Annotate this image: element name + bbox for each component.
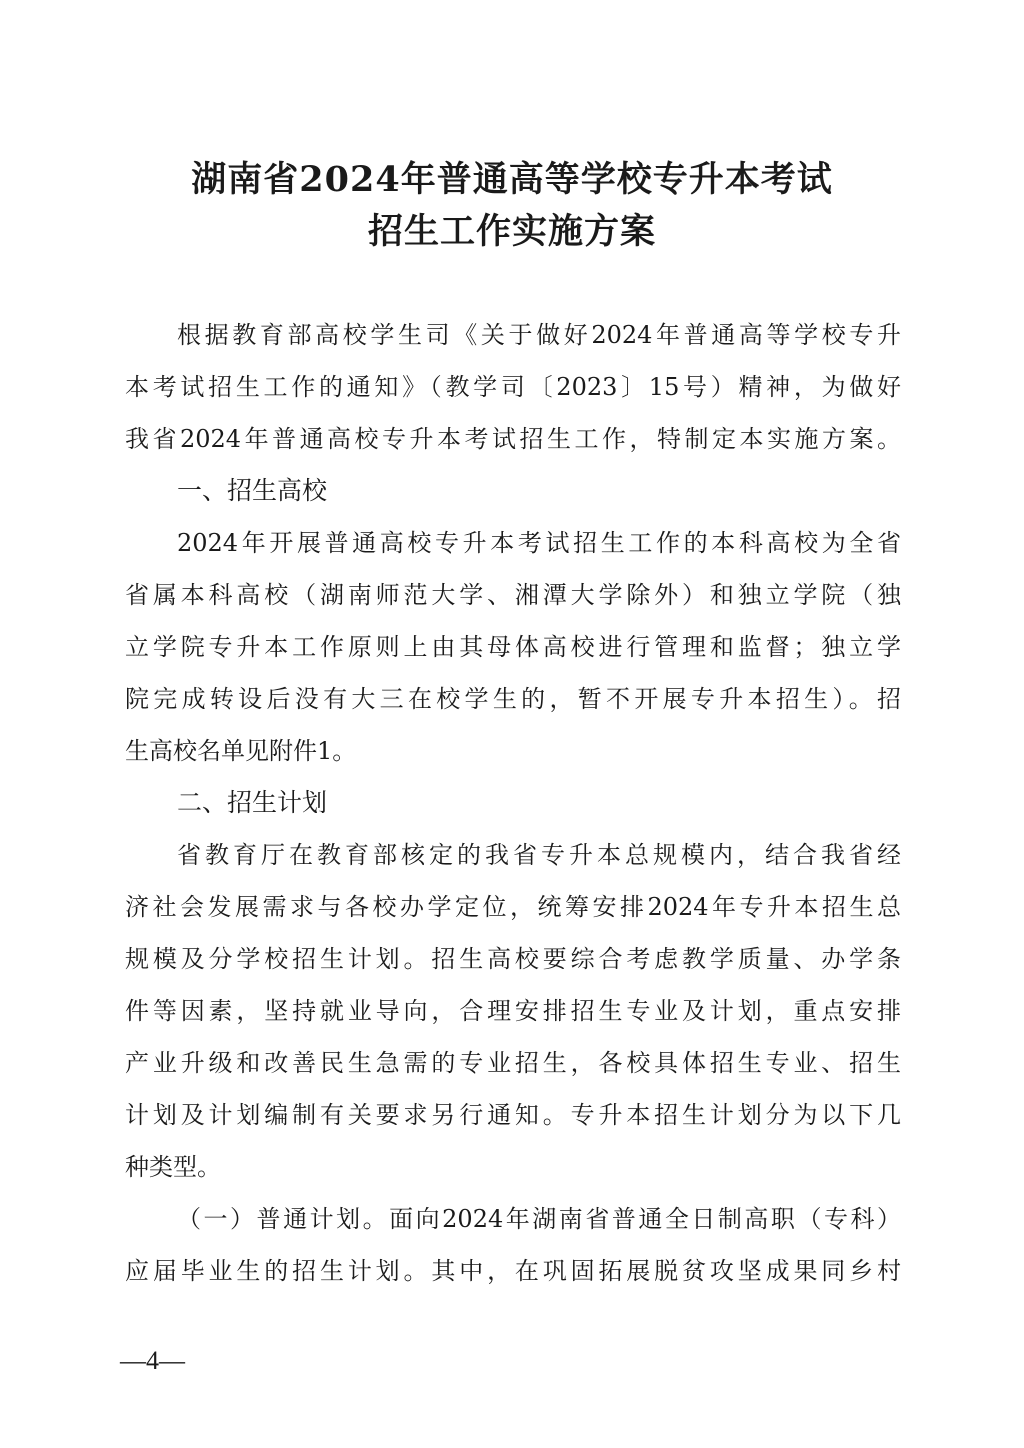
text-line: 种类型。: [125, 1153, 221, 1181]
text-line: 省属本科高校（湖南师范大学、湘潭大学除外）和独立学院（独: [125, 581, 901, 609]
text-line: 生高校名单见附件1。: [125, 737, 357, 765]
document-title-line-2: 招生工作实施方案: [367, 211, 656, 252]
text-line: 济社会发展需求与各校办学定位，统筹安排2024年专升本招生总: [125, 893, 901, 921]
text-line: 2024年开展普通高校专升本考试招生工作的本科高校为全省: [177, 529, 901, 557]
text-line: （一）普通计划。面向2024年湖南省普通全日制高职（专科）: [177, 1205, 901, 1233]
section-heading: 一、招生高校: [177, 476, 328, 505]
text-line: 规模及分学校招生计划。招生高校要综合考虑教学质量、办学条: [125, 945, 901, 973]
text-line: 应届毕业生的招生计划。其中，在巩固拓展脱贫攻坚成果同乡村: [125, 1257, 901, 1285]
text-line: 产业升级和改善民生急需的专业招生，各校具体招生专业、招生: [125, 1049, 901, 1077]
section-heading: 二、招生计划: [177, 788, 328, 817]
text-line: 立学院专升本工作原则上由其母体高校进行管理和监督；独立学: [125, 633, 901, 661]
text-line: 我省2024年普通高校专升本考试招生工作，特制定本实施方案。: [125, 425, 901, 453]
page-number: —4—: [120, 1346, 185, 1375]
text-line: 根据教育部高校学生司《关于做好2024年普通高等学校专升: [177, 321, 901, 349]
text-line: 本考试招生工作的通知》（教学司〔2023〕15号）精神，为做好: [125, 373, 901, 401]
document-title-line-1: 湖南省2024年普通高等学校专升本考试: [191, 159, 833, 200]
text-line: 计划及计划编制有关要求另行通知。专升本招生计划分为以下几: [125, 1101, 901, 1129]
text-line: 院完成转设后没有大三在校学生的，暂不开展专升本招生）。招: [125, 685, 901, 713]
text-line: 件等因素，坚持就业导向，合理安排招生专业及计划，重点安排: [125, 997, 901, 1025]
text-line: 省教育厅在教育部核定的我省专升本总规模内，结合我省经: [177, 841, 901, 869]
document-body: [125, 314, 901, 1302]
